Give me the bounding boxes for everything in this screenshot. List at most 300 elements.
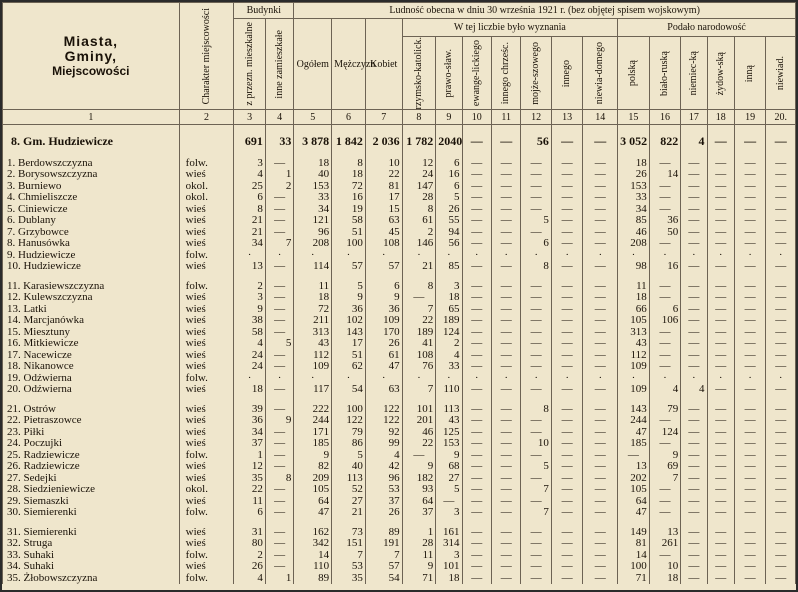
value-cell: —: [462, 484, 491, 496]
value-cell: —: [583, 192, 618, 204]
place-name: 35. Żłobowszczyzna: [3, 572, 180, 584]
value-cell: —: [265, 438, 293, 450]
value-cell: 114: [294, 261, 332, 273]
value-cell: —: [707, 203, 734, 215]
header-buildings-inhabited-text: z przezn. mieszkalne: [243, 22, 255, 107]
value-cell: 2: [234, 549, 266, 561]
spacer-cell: [766, 125, 796, 134]
spacer-cell: [734, 125, 766, 134]
value-cell: —: [649, 292, 681, 304]
header-nat-jewish: [707, 37, 734, 110]
value-cell: ·: [734, 372, 766, 384]
value-cell: 37: [365, 495, 402, 507]
value-cell: —: [766, 280, 796, 292]
value-cell: —: [649, 549, 681, 561]
value-cell: —: [265, 384, 293, 396]
value-cell: —: [707, 461, 734, 473]
value-cell: —: [265, 292, 293, 304]
value-cell: 36: [234, 415, 266, 427]
value-cell: 4: [234, 169, 266, 181]
value-cell: 34: [618, 203, 650, 215]
value-cell: 5: [521, 461, 551, 473]
value-cell: 12: [234, 461, 266, 473]
value-cell: —: [583, 315, 618, 327]
value-cell: ·: [294, 372, 332, 384]
place-name: 2. Borysowszczyzna: [3, 169, 180, 181]
column-number: 9: [436, 110, 462, 125]
value-cell: 26: [234, 561, 266, 573]
value-cell: ·: [766, 372, 796, 384]
value-cell: 9: [234, 303, 266, 315]
value-cell: —: [551, 133, 583, 149]
value-cell: ·: [491, 372, 520, 384]
value-cell: —: [551, 549, 583, 561]
place-name: 18. Nikanowce: [3, 361, 180, 373]
value-cell: —: [462, 215, 491, 227]
value-cell: ·: [681, 372, 707, 384]
value-cell: 7: [402, 303, 436, 315]
value-cell: —: [681, 203, 707, 215]
value-cell: 2 036: [365, 133, 402, 149]
value-cell: 108: [365, 238, 402, 250]
value-cell: —: [681, 572, 707, 584]
value-cell: —: [462, 495, 491, 507]
header-character: [179, 3, 234, 110]
value-cell: ·: [234, 372, 266, 384]
value-cell: —: [734, 280, 766, 292]
column-number-row: [3, 110, 796, 125]
value-cell: —: [681, 361, 707, 373]
value-cell: 18: [294, 157, 332, 169]
value-cell: 1: [265, 572, 293, 584]
value-cell: —: [649, 484, 681, 496]
value-cell: 72: [332, 180, 366, 192]
value-cell: —: [583, 349, 618, 361]
value-cell: 185: [294, 438, 332, 450]
value-cell: 58: [234, 326, 266, 338]
value-cell: —: [491, 561, 520, 573]
value-cell: 54: [365, 572, 402, 584]
value-cell: 96: [294, 226, 332, 238]
value-cell: —: [265, 538, 293, 550]
place-name: 26. Radziewicze: [3, 461, 180, 473]
value-cell: —: [551, 403, 583, 415]
value-cell: ·: [365, 372, 402, 384]
value-cell: —: [734, 495, 766, 507]
value-cell: 5: [332, 449, 366, 461]
value-cell: —: [707, 215, 734, 227]
value-cell: 33: [436, 361, 462, 373]
value-cell: ·: [551, 372, 583, 384]
place-name: 34. Suhaki: [3, 561, 180, 573]
value-cell: —: [551, 415, 583, 427]
value-cell: —: [649, 280, 681, 292]
value-cell: 18: [332, 169, 366, 181]
value-cell: 153: [618, 180, 650, 192]
column-number: 1: [3, 110, 180, 125]
value-cell: 79: [649, 403, 681, 415]
value-cell: —: [583, 403, 618, 415]
header-buildings-inhabited: [234, 19, 266, 110]
header-nat-jewish-text: żydow-ską: [714, 51, 726, 95]
value-cell: —: [766, 572, 796, 584]
place-name: 6. Dublany: [3, 215, 180, 227]
value-cell: —: [462, 472, 491, 484]
header-nat-german: [681, 37, 707, 110]
value-cell: —: [681, 180, 707, 192]
value-cell: 6: [436, 180, 462, 192]
value-cell: 96: [365, 472, 402, 484]
value-cell: —: [265, 526, 293, 538]
column-number: 12: [521, 110, 551, 125]
value-cell: —: [265, 349, 293, 361]
spacer-cell: [649, 125, 681, 134]
value-cell: —: [551, 495, 583, 507]
value-cell: 191: [365, 538, 402, 550]
table-row: [3, 361, 796, 373]
place-character: wieś: [179, 226, 234, 238]
value-cell: 313: [618, 326, 650, 338]
value-cell: —: [583, 526, 618, 538]
value-cell: 26: [436, 203, 462, 215]
value-cell: 122: [332, 415, 366, 427]
value-cell: —: [583, 203, 618, 215]
value-cell: 64: [618, 495, 650, 507]
value-cell: 2: [234, 280, 266, 292]
value-cell: 2: [402, 226, 436, 238]
value-cell: 80: [234, 538, 266, 550]
value-cell: —: [734, 133, 766, 149]
place-name: 1. Berdowszczyzna: [3, 157, 180, 169]
value-cell: 31: [234, 526, 266, 538]
value-cell: 9: [265, 415, 293, 427]
place-name: 20. Odźwierna: [3, 384, 180, 396]
value-cell: —: [766, 415, 796, 427]
value-cell: —: [766, 326, 796, 338]
place-character: wieś: [179, 472, 234, 484]
value-cell: 1 782: [402, 133, 436, 149]
value-cell: —: [681, 415, 707, 427]
value-cell: ·: [521, 372, 551, 384]
value-cell: —: [766, 384, 796, 396]
column-number: 3: [234, 110, 266, 125]
header-population: Ludność obecna w dniu 30 września 1921 r. (bez objętej spisem wojskowym): [294, 3, 796, 19]
value-cell: 11: [294, 280, 332, 292]
value-cell: —: [583, 338, 618, 350]
value-cell: 25: [234, 180, 266, 192]
value-cell: 691: [234, 133, 266, 149]
value-cell: 171: [294, 426, 332, 438]
value-cell: —: [707, 338, 734, 350]
header-religion-evangelical: [462, 37, 491, 110]
value-cell: —: [766, 226, 796, 238]
value-cell: —: [583, 292, 618, 304]
value-cell: —: [265, 461, 293, 473]
value-cell: 153: [294, 180, 332, 192]
place-name: 25. Radziewicze: [3, 449, 180, 461]
value-cell: 55: [436, 215, 462, 227]
value-cell: —: [551, 292, 583, 304]
value-cell: 108: [402, 349, 436, 361]
value-cell: —: [491, 495, 520, 507]
place-name: 31. Siemierenki: [3, 526, 180, 538]
value-cell: 7: [521, 484, 551, 496]
value-cell: 99: [365, 438, 402, 450]
value-cell: —: [707, 180, 734, 192]
value-cell: 16: [649, 261, 681, 273]
value-cell: 24: [234, 349, 266, 361]
place-name: 8. Hanusówka: [3, 238, 180, 250]
value-cell: 76: [402, 361, 436, 373]
value-cell: 33: [265, 133, 293, 149]
value-cell: —: [491, 472, 520, 484]
value-cell: —: [551, 203, 583, 215]
table-row: [3, 538, 796, 550]
value-cell: —: [681, 215, 707, 227]
value-cell: 21: [332, 507, 366, 519]
place-character: wieś: [179, 526, 234, 538]
value-cell: ·: [491, 249, 520, 261]
value-cell: 18: [618, 292, 650, 304]
value-cell: —: [707, 403, 734, 415]
value-cell: 21: [234, 215, 266, 227]
value-cell: —: [681, 507, 707, 519]
value-cell: —: [766, 361, 796, 373]
value-cell: 8: [234, 203, 266, 215]
header-nat-belarusian: [649, 37, 681, 110]
value-cell: ·: [402, 249, 436, 261]
value-cell: 34: [234, 426, 266, 438]
value-cell: ·: [265, 372, 293, 384]
value-cell: 18: [436, 292, 462, 304]
value-cell: —: [551, 326, 583, 338]
value-cell: 7: [402, 384, 436, 396]
value-cell: 3: [234, 157, 266, 169]
value-cell: 162: [294, 526, 332, 538]
value-cell: ·: [365, 249, 402, 261]
value-cell: —: [491, 215, 520, 227]
value-cell: —: [734, 461, 766, 473]
value-cell: 16: [436, 169, 462, 181]
value-cell: —: [491, 484, 520, 496]
value-cell: 3: [234, 292, 266, 304]
value-cell: —: [681, 495, 707, 507]
value-cell: 68: [436, 461, 462, 473]
value-cell: —: [681, 226, 707, 238]
table-row: [3, 384, 796, 396]
value-cell: 51: [332, 226, 366, 238]
value-cell: 85: [618, 215, 650, 227]
value-cell: —: [681, 169, 707, 181]
value-cell: —: [766, 561, 796, 573]
value-cell: 13: [234, 261, 266, 273]
value-cell: —: [707, 169, 734, 181]
spacer-cell: [462, 125, 491, 134]
value-cell: —: [551, 538, 583, 550]
value-cell: 28: [402, 538, 436, 550]
place-name: 23. Piłki: [3, 426, 180, 438]
value-cell: 109: [294, 361, 332, 373]
value-cell: —: [265, 261, 293, 273]
value-cell: —: [491, 326, 520, 338]
column-number: 16: [649, 110, 681, 125]
table-row: [3, 169, 796, 181]
value-cell: —: [649, 415, 681, 427]
value-cell: —: [551, 449, 583, 461]
value-cell: —: [521, 280, 551, 292]
value-cell: —: [265, 315, 293, 327]
value-cell: —: [491, 280, 520, 292]
place-name: 16. Mitkiewicze: [3, 338, 180, 350]
value-cell: —: [734, 384, 766, 396]
value-cell: ·: [265, 249, 293, 261]
value-cell: 151: [332, 538, 366, 550]
value-cell: 109: [618, 384, 650, 396]
value-cell: —: [491, 426, 520, 438]
value-cell: —: [681, 315, 707, 327]
value-cell: —: [681, 549, 707, 561]
value-cell: 18: [294, 292, 332, 304]
header-religion-unknown-text: niewia-domego: [594, 42, 606, 105]
value-cell: —: [491, 438, 520, 450]
value-cell: —: [462, 361, 491, 373]
value-cell: 117: [294, 384, 332, 396]
value-cell: 170: [365, 326, 402, 338]
place-character: wieś: [179, 292, 234, 304]
value-cell: ·: [294, 249, 332, 261]
value-cell: —: [521, 315, 551, 327]
value-cell: —: [551, 261, 583, 273]
value-cell: —: [583, 472, 618, 484]
value-cell: —: [583, 180, 618, 192]
value-cell: 61: [365, 349, 402, 361]
value-cell: 65: [436, 303, 462, 315]
place-character: wieś: [179, 326, 234, 338]
value-cell: 89: [365, 526, 402, 538]
value-cell: —: [462, 226, 491, 238]
value-cell: —: [436, 495, 462, 507]
value-cell: —: [707, 538, 734, 550]
value-cell: —: [734, 261, 766, 273]
value-cell: —: [734, 361, 766, 373]
value-cell: 28: [402, 192, 436, 204]
value-cell: —: [551, 472, 583, 484]
value-cell: —: [734, 192, 766, 204]
value-cell: 3: [436, 280, 462, 292]
place-character: wieś: [179, 261, 234, 273]
value-cell: —: [766, 426, 796, 438]
value-cell: 56: [521, 133, 551, 149]
header-nat-other-text: inną: [744, 64, 756, 82]
value-cell: 4: [436, 349, 462, 361]
value-cell: 64: [402, 495, 436, 507]
value-cell: —: [766, 507, 796, 519]
spacer-cell: [551, 125, 583, 134]
place-character: wieś: [179, 203, 234, 215]
value-cell: 8: [332, 157, 366, 169]
row-spacer: [3, 125, 796, 134]
value-cell: 22: [234, 484, 266, 496]
value-cell: 40: [294, 169, 332, 181]
column-number: 10: [462, 110, 491, 125]
value-cell: —: [681, 280, 707, 292]
value-cell: 53: [365, 484, 402, 496]
place-name: 4. Chmieliszcze: [3, 192, 180, 204]
place-character: wieś: [179, 538, 234, 550]
value-cell: 15: [365, 203, 402, 215]
table-row: [3, 315, 796, 327]
value-cell: —: [583, 438, 618, 450]
value-cell: 153: [436, 438, 462, 450]
value-cell: —: [649, 192, 681, 204]
value-cell: —: [649, 349, 681, 361]
value-cell: —: [521, 361, 551, 373]
value-cell: 9: [332, 292, 366, 304]
value-cell: 101: [402, 403, 436, 415]
value-cell: —: [681, 303, 707, 315]
value-cell: —: [734, 238, 766, 250]
value-cell: 2: [265, 180, 293, 192]
value-cell: —: [583, 484, 618, 496]
value-cell: —: [551, 192, 583, 204]
value-cell: 101: [436, 561, 462, 573]
value-cell: 1: [402, 526, 436, 538]
value-cell: 7: [521, 507, 551, 519]
value-cell: —: [734, 292, 766, 304]
value-cell: —: [551, 338, 583, 350]
value-cell: 261: [649, 538, 681, 550]
value-cell: —: [462, 449, 491, 461]
place-character: folw.: [179, 249, 234, 261]
header-religion-catholic-text: rzymsko-katolick.: [412, 37, 424, 110]
value-cell: 54: [332, 384, 366, 396]
place-name: 21. Ostrów: [3, 403, 180, 415]
column-number: 14: [583, 110, 618, 125]
gmina-summary-row: [3, 133, 796, 149]
place-name: 32. Struga: [3, 538, 180, 550]
value-cell: —: [491, 315, 520, 327]
header-nat-german-text: niemiec-ką: [687, 51, 699, 96]
table-row: [3, 561, 796, 573]
value-cell: 79: [332, 426, 366, 438]
place-character: wieś: [179, 461, 234, 473]
value-cell: —: [707, 133, 734, 149]
value-cell: —: [734, 561, 766, 573]
value-cell: 46: [402, 426, 436, 438]
value-cell: —: [681, 326, 707, 338]
value-cell: —: [265, 484, 293, 496]
place-name: 11. Karasiewszczyzna: [3, 280, 180, 292]
place-name: 22. Pietraszowce: [3, 415, 180, 427]
value-cell: —: [707, 292, 734, 304]
value-cell: —: [265, 157, 293, 169]
table-row: [3, 292, 796, 304]
header-nat-belarusian-text: biało-ruską: [658, 50, 670, 96]
place-character: okol.: [179, 180, 234, 192]
column-number: 11: [491, 110, 520, 125]
value-cell: —: [521, 384, 551, 396]
value-cell: 94: [436, 226, 462, 238]
value-cell: —: [681, 338, 707, 350]
place-name: 13. Latki: [3, 303, 180, 315]
value-cell: —: [491, 238, 520, 250]
value-cell: —: [583, 157, 618, 169]
value-cell: —: [766, 203, 796, 215]
value-cell: 9: [649, 449, 681, 461]
header-nat-polish-text: polską: [627, 60, 639, 87]
value-cell: —: [583, 461, 618, 473]
value-cell: 69: [649, 461, 681, 473]
